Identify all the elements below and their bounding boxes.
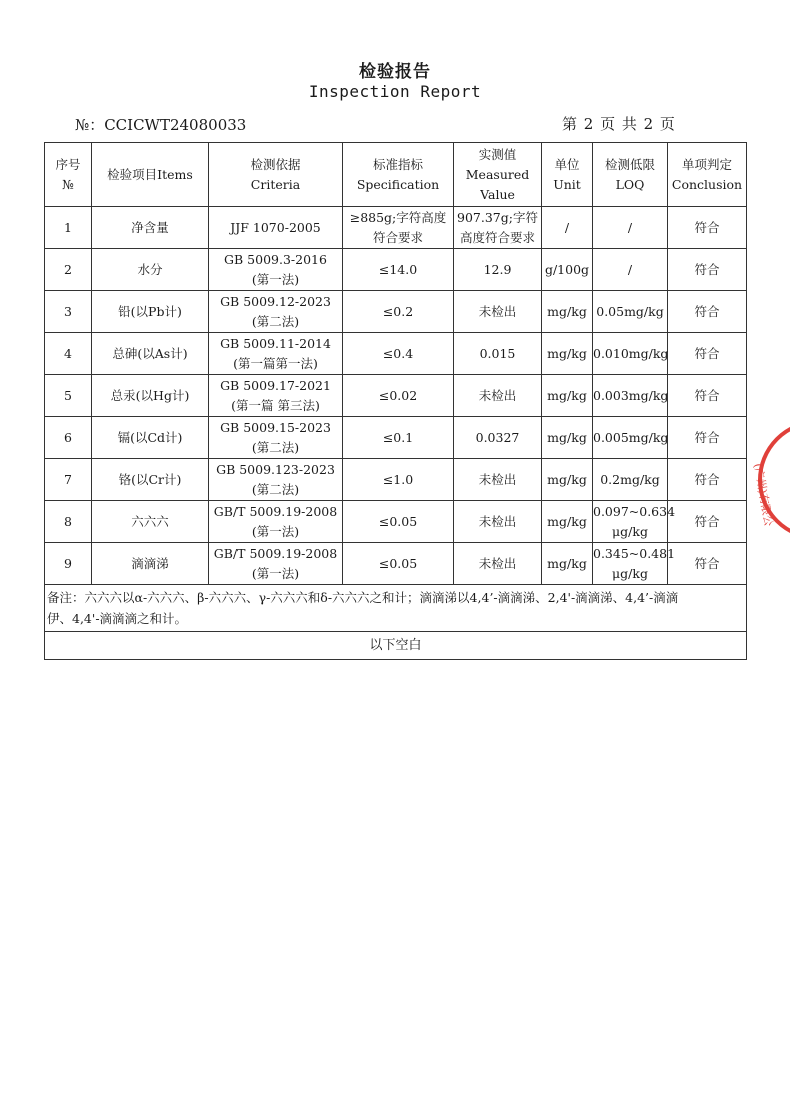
cell-no: 5: [45, 375, 92, 417]
cell-loq: /: [593, 207, 668, 249]
cell-loq: 0.010mg/kg: [593, 333, 668, 375]
cell-conclusion: 符合: [668, 291, 747, 333]
end-row: [45, 632, 747, 660]
cell-measured: 未检出: [454, 291, 542, 333]
cell-item: 总砷(以As计): [92, 333, 209, 375]
cell-measured: 0.0327: [454, 417, 542, 459]
cell-no: 2: [45, 249, 92, 291]
cell-conclusion: 符合: [668, 501, 747, 543]
header-conclusion: 单项判定 Conclusion: [668, 143, 747, 207]
cell-item: 水分: [92, 249, 209, 291]
cell-spec: ≤1.0: [343, 459, 454, 501]
cell-unit: mg/kg: [542, 543, 593, 585]
cell-measured: 未检出: [454, 501, 542, 543]
cell-conclusion: 符合: [668, 459, 747, 501]
table-header-row: [45, 143, 747, 207]
table-row: [45, 543, 747, 585]
cell-measured: 0.015: [454, 333, 542, 375]
cell-unit: /: [542, 207, 593, 249]
cell-unit: g/100g: [542, 249, 593, 291]
header-no: 序号 №: [45, 143, 92, 207]
cell-spec: ≤0.05: [343, 543, 454, 585]
end-text: 以下空白: [45, 632, 747, 660]
cell-criteria: GB 5009.12-2023 (第二法): [209, 291, 343, 333]
inspection-table: [44, 142, 747, 660]
cell-item: 铬(以Cr计): [92, 459, 209, 501]
cell-no: 1: [45, 207, 92, 249]
cell-item: 六六六: [92, 501, 209, 543]
cell-unit: mg/kg: [542, 375, 593, 417]
table-row: [45, 291, 747, 333]
header-measured: 实测值 Measured Value: [454, 143, 542, 207]
cell-criteria: GB 5009.17-2021 (第一篇 第三法): [209, 375, 343, 417]
cell-loq: 0.2mg/kg: [593, 459, 668, 501]
cell-measured: 未检出: [454, 459, 542, 501]
cell-loq: 0.003mg/kg: [593, 375, 668, 417]
cell-no: 4: [45, 333, 92, 375]
note-row: [45, 585, 747, 632]
cell-measured: 未检出: [454, 375, 542, 417]
cell-spec: ≥885g;字符高度 符合要求: [343, 207, 454, 249]
cell-no: 8: [45, 501, 92, 543]
cell-loq: 0.097~0.634 μg/kg: [593, 501, 668, 543]
cell-item: 净含量: [92, 207, 209, 249]
cell-criteria: GB/T 5009.19-2008 (第一法): [209, 501, 343, 543]
table-row: [45, 375, 747, 417]
table-row: [45, 417, 747, 459]
cell-measured: 未检出: [454, 543, 542, 585]
cell-unit: mg/kg: [542, 459, 593, 501]
cell-measured: 907.37g;字符 高度符合要求: [454, 207, 542, 249]
cell-item: 铅(以Pb计): [92, 291, 209, 333]
cell-spec: ≤0.1: [343, 417, 454, 459]
cell-unit: mg/kg: [542, 501, 593, 543]
cell-conclusion: 符合: [668, 543, 747, 585]
table-row: [45, 249, 747, 291]
table-row: [45, 459, 747, 501]
report-number: №：CCICWT24080033: [75, 116, 247, 134]
cell-conclusion: 符合: [668, 249, 747, 291]
cell-criteria: GB 5009.123-2023 (第二法): [209, 459, 343, 501]
cell-no: 7: [45, 459, 92, 501]
note-cell: 备注：六六六以α-六六六、β-六六六、γ-六六六和δ-六六六之和计；滴滴涕以4,4’-滴滴涕、2,4'-滴滴涕、4,4’-滴滴 伊、4,4'-滴滴滴之和计。: [45, 585, 747, 632]
header-item: 检验项目Items: [92, 143, 209, 207]
table-row: [45, 501, 747, 543]
cell-unit: mg/kg: [542, 417, 593, 459]
page-info: 第 2 页 共 2 页: [562, 115, 676, 133]
cell-no: 9: [45, 543, 92, 585]
cell-unit: mg/kg: [542, 333, 593, 375]
report-title-cn: 检验报告: [359, 62, 431, 82]
cell-item: 镉(以Cd计): [92, 417, 209, 459]
header-unit: 单位 Unit: [542, 143, 593, 207]
cell-conclusion: 符合: [668, 333, 747, 375]
cell-item: 总汞(以Hg计): [92, 375, 209, 417]
cell-no: 3: [45, 291, 92, 333]
cell-spec: ≤0.05: [343, 501, 454, 543]
cell-criteria: GB 5009.3-2016 (第一法): [209, 249, 343, 291]
cell-conclusion: 符合: [668, 417, 747, 459]
cell-criteria: GB 5009.11-2014 (第一篇第一法): [209, 333, 343, 375]
cell-conclusion: 符合: [668, 207, 747, 249]
cell-spec: ≤0.4: [343, 333, 454, 375]
cell-loq: 0.005mg/kg: [593, 417, 668, 459]
cell-conclusion: 符合: [668, 375, 747, 417]
cell-no: 6: [45, 417, 92, 459]
cell-loq: 0.345~0.481 μg/kg: [593, 543, 668, 585]
cell-loq: 0.05mg/kg: [593, 291, 668, 333]
cell-criteria: JJF 1070-2005: [209, 207, 343, 249]
table-row: [45, 207, 747, 249]
cell-measured: 12.9: [454, 249, 542, 291]
cell-unit: mg/kg: [542, 291, 593, 333]
header-spec: 标准指标 Specification: [343, 143, 454, 207]
cell-item: 滴滴涕: [92, 543, 209, 585]
cell-spec: ≤0.02: [343, 375, 454, 417]
cell-criteria: GB/T 5009.19-2008 (第一法): [209, 543, 343, 585]
company-seal-text: (广州)有限公: [751, 462, 776, 528]
report-title-en: Inspection Report: [308, 82, 482, 101]
header-loq: 检测低限 LOQ: [593, 143, 668, 207]
cell-spec: ≤0.2: [343, 291, 454, 333]
cell-loq: /: [593, 249, 668, 291]
header-criteria: 检测依据 Criteria: [209, 143, 343, 207]
cell-spec: ≤14.0: [343, 249, 454, 291]
table-row: [45, 333, 747, 375]
cell-criteria: GB 5009.15-2023 (第二法): [209, 417, 343, 459]
